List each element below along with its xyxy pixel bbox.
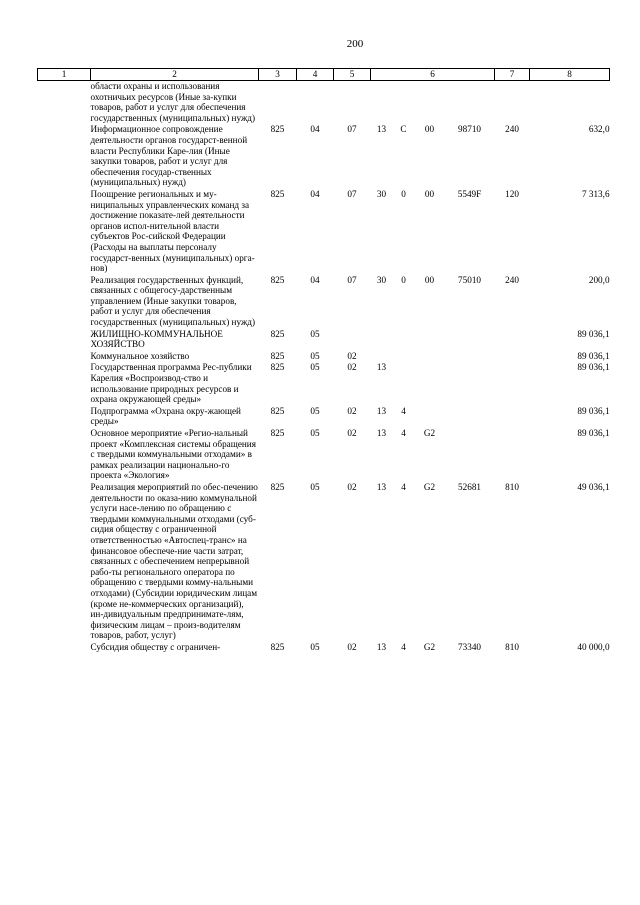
item-name: ЖИЛИЩНО-КОММУНАЛЬНОЕ ХОЗЯЙСТВО: [90, 328, 223, 350]
budget-table: [37, 68, 610, 653]
expense-type-code: 240: [505, 124, 519, 135]
subprogram-code: 0: [401, 274, 406, 285]
activity-code: 00: [424, 188, 435, 199]
amount: 89 036,1: [577, 428, 610, 438]
direction-code: [445, 351, 495, 363]
table-row: [38, 275, 610, 329]
expense-type-code: [495, 406, 530, 428]
item-name: Коммунальное хозяйство: [90, 350, 190, 361]
direction-code: 52681: [458, 481, 481, 492]
item-name: области охраны и использования охотничьих ресурсов (Иные за-купки товаров, работ и услуг для обеспечения государственных (муниципальных) нужд): [90, 81, 256, 123]
activity-code: G2: [423, 641, 436, 652]
program-code: 13: [376, 124, 387, 135]
table-row: [38, 124, 610, 189]
program-code: 13: [376, 405, 387, 416]
row-number-cell: [38, 189, 91, 275]
program-code: 13: [376, 481, 387, 492]
expense-type-code: 810: [505, 641, 519, 652]
activity-code: [415, 406, 445, 428]
expense-type-code: [495, 329, 530, 351]
program-code: [371, 351, 393, 363]
table-row: [38, 428, 610, 482]
direction-code: [445, 406, 495, 428]
amount: 7 313,6: [581, 188, 610, 199]
subsection-code: [334, 81, 371, 125]
subprogram-code: 4: [401, 641, 406, 652]
ministry-code: 825: [270, 405, 285, 416]
program-code: 30: [376, 274, 387, 285]
table-row: [38, 329, 610, 351]
subprogram-code: 0: [401, 188, 406, 199]
activity-code: 00: [424, 274, 435, 285]
ministry-code: 825: [270, 428, 285, 438]
program-code: [371, 81, 393, 125]
row-number-cell: [38, 81, 91, 125]
section-code: 04: [310, 274, 320, 285]
section-code: 05: [310, 328, 320, 339]
table-header: [38, 69, 610, 81]
column-header: 1: [38, 69, 91, 81]
direction-code: 98710: [458, 124, 481, 135]
column-header: 8: [530, 69, 610, 81]
page-number: 200: [346, 38, 364, 50]
ministry-code: 825: [270, 124, 285, 135]
direction-code: [445, 81, 495, 125]
subprogram-code: [393, 351, 415, 363]
subprogram-code: [393, 329, 415, 351]
section-code: 05: [310, 362, 320, 373]
row-number-cell: [38, 428, 91, 482]
table-row: [38, 406, 610, 428]
column-header: 7: [495, 69, 530, 81]
subprogram-code: 4: [401, 428, 406, 438]
subprogram-code: [393, 362, 415, 405]
table-row: [38, 81, 610, 125]
ministry-code: 825: [270, 362, 285, 373]
table-row: [38, 189, 610, 275]
table-body: [38, 81, 610, 654]
ministry-code: [259, 81, 297, 125]
subsection-code: 02: [347, 641, 357, 652]
subprogram-code: [393, 81, 415, 125]
row-number-cell: [38, 329, 91, 351]
subsection-code: 07: [347, 124, 357, 135]
item-name: Реализация государственных функций, связанных с общегосу-дарственным управлением (Иные закупки товаров, работ и услуг для обеспечения государственных (муниципальных) нужд): [90, 274, 256, 328]
table-row: [38, 482, 610, 642]
item-name: Поощрение региональных и му-ниципальных управленческих команд за достижение показате-лей деятельности органов испол-нительной власти субъектов Рос-сийской Федерации (Расходы на выплаты персоналу государст-венных (муниципальных) орга-нов): [90, 188, 255, 274]
ministry-code: 825: [270, 641, 285, 652]
amount: 89 036,1: [577, 405, 610, 416]
activity-code: [415, 329, 445, 351]
subsection-code: [334, 329, 371, 351]
program-code: 13: [376, 641, 387, 652]
direction-code: [445, 428, 495, 482]
activity-code: [415, 81, 445, 125]
amount: 89 036,1: [577, 362, 610, 373]
section-code: 04: [310, 124, 320, 135]
amount: 49 036,1: [577, 481, 610, 492]
table-row: [38, 362, 610, 405]
subsection-code: 02: [347, 428, 357, 438]
ministry-code: 825: [270, 188, 285, 199]
item-name: Государственная программа Рес-публики Карелия «Воспроизвод-ство и использование природных ресурсов и охрана окружающей среды»: [90, 362, 252, 405]
activity-code: [415, 362, 445, 405]
expense-type-code: 120: [505, 188, 519, 199]
expense-type-code: [495, 362, 530, 405]
ministry-code: 825: [270, 481, 285, 492]
direction-code: [445, 362, 495, 405]
activity-code: G2: [423, 428, 436, 438]
row-number-cell: [38, 362, 91, 405]
section-code: 05: [310, 350, 320, 361]
expense-type-code: 810: [505, 481, 519, 492]
activity-code: G2: [423, 481, 436, 492]
subprogram-code: 4: [401, 405, 406, 416]
item-name: Информационное сопровождение деятельности органов государст-венной власти Республики Каре-лия (Иные закупки товаров, работ и услуг для обеспечения государ-ственных (муниципальных) нужд): [90, 124, 248, 188]
direction-code: [445, 329, 495, 351]
subsection-code: 02: [347, 362, 357, 373]
section-code: 05: [310, 428, 320, 438]
expense-type-code: 240: [505, 274, 519, 285]
subprogram-code: 4: [401, 481, 406, 492]
item-name: Подпрограмма «Охрана окру-жающей среды»: [90, 405, 241, 427]
row-number-cell: [38, 482, 91, 642]
section-code: 05: [310, 481, 320, 492]
item-name: Основное мероприятие «Регио-нальный проект «Комплексная системы обращения с твердыми коммунальными отходами» в рамках реализации национально-го проекта «Экология»: [90, 428, 256, 481]
amount: 89 036,1: [577, 328, 610, 339]
amount: 632,0: [588, 124, 610, 135]
section-code: 04: [310, 188, 320, 199]
ministry-code: 825: [270, 274, 285, 285]
amount: 40 000,0: [577, 641, 610, 652]
amount: [530, 81, 610, 125]
expense-type-code: [495, 351, 530, 363]
section-code: 05: [310, 405, 320, 416]
subsection-code: 07: [347, 188, 357, 199]
activity-code: [415, 351, 445, 363]
row-number-cell: [38, 642, 91, 654]
amount: 200,0: [588, 274, 610, 285]
column-header: 3: [259, 69, 297, 81]
subprogram-code: С: [400, 124, 407, 135]
item-name: Субсидия обществу с ограничен-: [90, 641, 221, 652]
program-code: 13: [376, 428, 387, 438]
direction-code: 75010: [458, 274, 481, 285]
program-code: [371, 329, 393, 351]
expense-type-code: [495, 428, 530, 482]
column-header: 2: [91, 69, 259, 81]
subsection-code: 07: [347, 274, 357, 285]
program-code: 13: [376, 362, 387, 373]
table-row: [38, 642, 610, 654]
subsection-code: 02: [347, 405, 357, 416]
section-code: [297, 81, 334, 125]
row-number-cell: [38, 406, 91, 428]
row-number-cell: [38, 351, 91, 363]
direction-code: 5549F: [457, 188, 482, 199]
column-header: 6: [371, 69, 495, 81]
direction-code: 73340: [458, 641, 481, 652]
column-header: 4: [297, 69, 334, 81]
program-code: 30: [376, 188, 387, 199]
subsection-code: 02: [347, 481, 357, 492]
table-row: [38, 351, 610, 363]
amount: 89 036,1: [577, 350, 610, 361]
row-number-cell: [38, 275, 91, 329]
ministry-code: 825: [270, 350, 285, 361]
column-header: 5: [334, 69, 371, 81]
ministry-code: 825: [270, 328, 285, 339]
subsection-code: 02: [347, 350, 357, 361]
activity-code: 00: [424, 124, 435, 135]
expense-type-code: [495, 81, 530, 125]
section-code: 05: [310, 641, 320, 652]
item-name: Реализация мероприятий по обес-печению деятельности по оказа-нию коммунальной услуги насе-лению по обращению с твердыми коммунальными отходами (суб-сидия обществу с ограниченной ответственностью «Автоспец-транс» на финансовое обеспече-ние части затрат, связанных с обеспечением непрерывной рабо-ты регионального оператора по обращению с твердыми комму-нальными отходами) (Субсидии юридическим лицам (кроме не-коммерческих организаций), ин-дивидуальным предпринимате-лям, физическим лицам – произ-водителям товаров, работ, услуг): [90, 481, 258, 641]
row-number-cell: [38, 124, 91, 189]
